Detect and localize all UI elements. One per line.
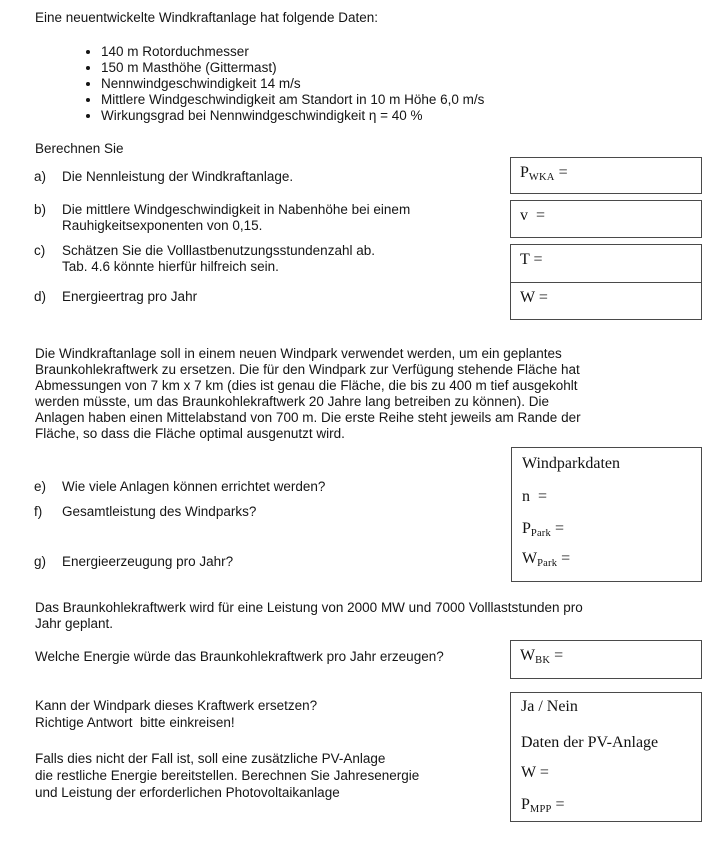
task-a-text: Die Nennleistung der Windkraftanlage. <box>62 169 294 184</box>
pmpp-label: PMPP = <box>521 796 565 815</box>
task-b-label: b) <box>34 202 47 217</box>
turbine-data-list <box>84 44 484 124</box>
answer-box-t-w[interactable] <box>510 244 702 320</box>
windpark-paragraph: Fläche, so dass die Fläche optimal ausgenutzt wird. <box>35 426 345 441</box>
task-e-text: Wie viele Anlagen können errichtet werden? <box>62 479 326 494</box>
pv-paragraph: und Leistung der erforderlichen Photovoltaikanlage <box>35 785 340 800</box>
task-c-label: c) <box>34 243 46 258</box>
n-label: n = <box>522 488 548 505</box>
braunkohle-paragraph: Jahr geplant. <box>35 616 114 631</box>
wbk-label: WBK = <box>520 647 564 666</box>
ja-nein-choice[interactable]: Ja / Nein <box>521 698 578 715</box>
t-label: T = <box>520 251 543 268</box>
windparkdaten-title: Windparkdaten <box>522 455 620 472</box>
intro-text: Eine neuentwickelte Windkraftanlage hat folgende Daten: <box>35 10 378 25</box>
ppark-label: PPark = <box>522 520 564 539</box>
task-a-label: a) <box>34 169 47 184</box>
ersetzen-instruction: Richtige Antwort bitte einkreisen! <box>35 715 235 730</box>
task-b-text: Rauhigkeitsexponenten von 0,15. <box>62 218 263 233</box>
windpark-paragraph: Braunkohlekraftwerk zu ersetzen. Die für den Windpark zur Verfügung stehende Fläche hat <box>35 362 580 377</box>
task-d-label: d) <box>34 289 47 304</box>
welche-energie-question: Welche Energie würde das Braunkohlekraftwerk pro Jahr erzeugen? <box>35 649 444 664</box>
list-item: • Mittlere Windgeschwindigkeit am Standort in 10 m Höhe 6,0 m/s <box>101 92 484 108</box>
list-item: • 150 m Masthöhe (Gittermast) <box>101 60 484 76</box>
task-g-text: Energieerzeugung pro Jahr? <box>62 554 234 569</box>
pv-paragraph: Falls dies nicht der Fall ist, soll eine zusätzliche PV-Anlage <box>35 751 386 766</box>
pwka-label: PWKA = <box>520 164 568 183</box>
ersetzen-question: Kann der Windpark dieses Kraftwerk ersetzen? <box>35 698 318 713</box>
answer-cell-t[interactable] <box>511 245 701 283</box>
task-c-text: Schätzen Sie die Volllastbenutzungsstundenzahl ab. <box>62 243 375 258</box>
windpark-paragraph: werden müsste, um das Braunkohlekraftwerk 20 Jahre lang betreiben zu können). Die <box>35 394 550 409</box>
pv-daten-title: Daten der PV-Anlage <box>521 734 659 751</box>
answer-cell-w[interactable] <box>511 283 701 321</box>
answer-box-wbk[interactable] <box>510 640 702 679</box>
task-b-text: Die mittlere Windgeschwindigkeit in Nabenhöhe bei einem <box>62 202 411 217</box>
braunkohle-paragraph: Das Braunkohlekraftwerk wird für eine Leistung von 2000 MW und 7000 Volllaststunden pro <box>35 600 583 615</box>
task-d-text: Energieertrag pro Jahr <box>62 289 198 304</box>
task-g-label: g) <box>34 554 47 569</box>
answer-box-pwka[interactable] <box>510 157 702 194</box>
answer-box-pv[interactable] <box>510 692 702 822</box>
task-e-label: e) <box>34 479 47 494</box>
list-item: • Wirkungsgrad bei Nennwindgeschwindigkeit η = 40 % <box>101 108 484 124</box>
v-label: v = <box>520 207 546 224</box>
windpark-paragraph: Anlagen haben einen Mittelabstand von 700 m. Die erste Reihe steht jeweils am Rande der <box>35 410 581 425</box>
w-label: W = <box>520 289 548 306</box>
list-item: • 140 m Rotorduchmesser <box>101 44 484 60</box>
answer-box-v[interactable] <box>510 200 702 238</box>
windpark-paragraph: Die Windkraftanlage soll in einem neuen Windpark verwendet werden, um ein geplantes <box>35 346 562 361</box>
task-f-text: Gesamtleistung des Windparks? <box>62 504 257 519</box>
list-item: • Nennwindgeschwindigkeit 14 m/s <box>101 76 484 92</box>
pv-paragraph: die restliche Energie bereitstellen. Berechnen Sie Jahresenergie <box>35 768 420 783</box>
task-c-text: Tab. 4.6 könnte hierfür hilfreich sein. <box>62 259 279 274</box>
windpark-paragraph: Abmessungen von 7 km x 7 km (dies ist genau die Fläche, die bis zu 400 m tief ausgekohlt <box>35 378 578 393</box>
answer-box-windparkdaten[interactable] <box>511 447 702 582</box>
wpark-label: WPark = <box>522 550 571 569</box>
task-f-label: f) <box>34 504 43 519</box>
berechnen-heading: Berechnen Sie <box>35 141 124 156</box>
pv-w-label: W = <box>521 764 549 781</box>
